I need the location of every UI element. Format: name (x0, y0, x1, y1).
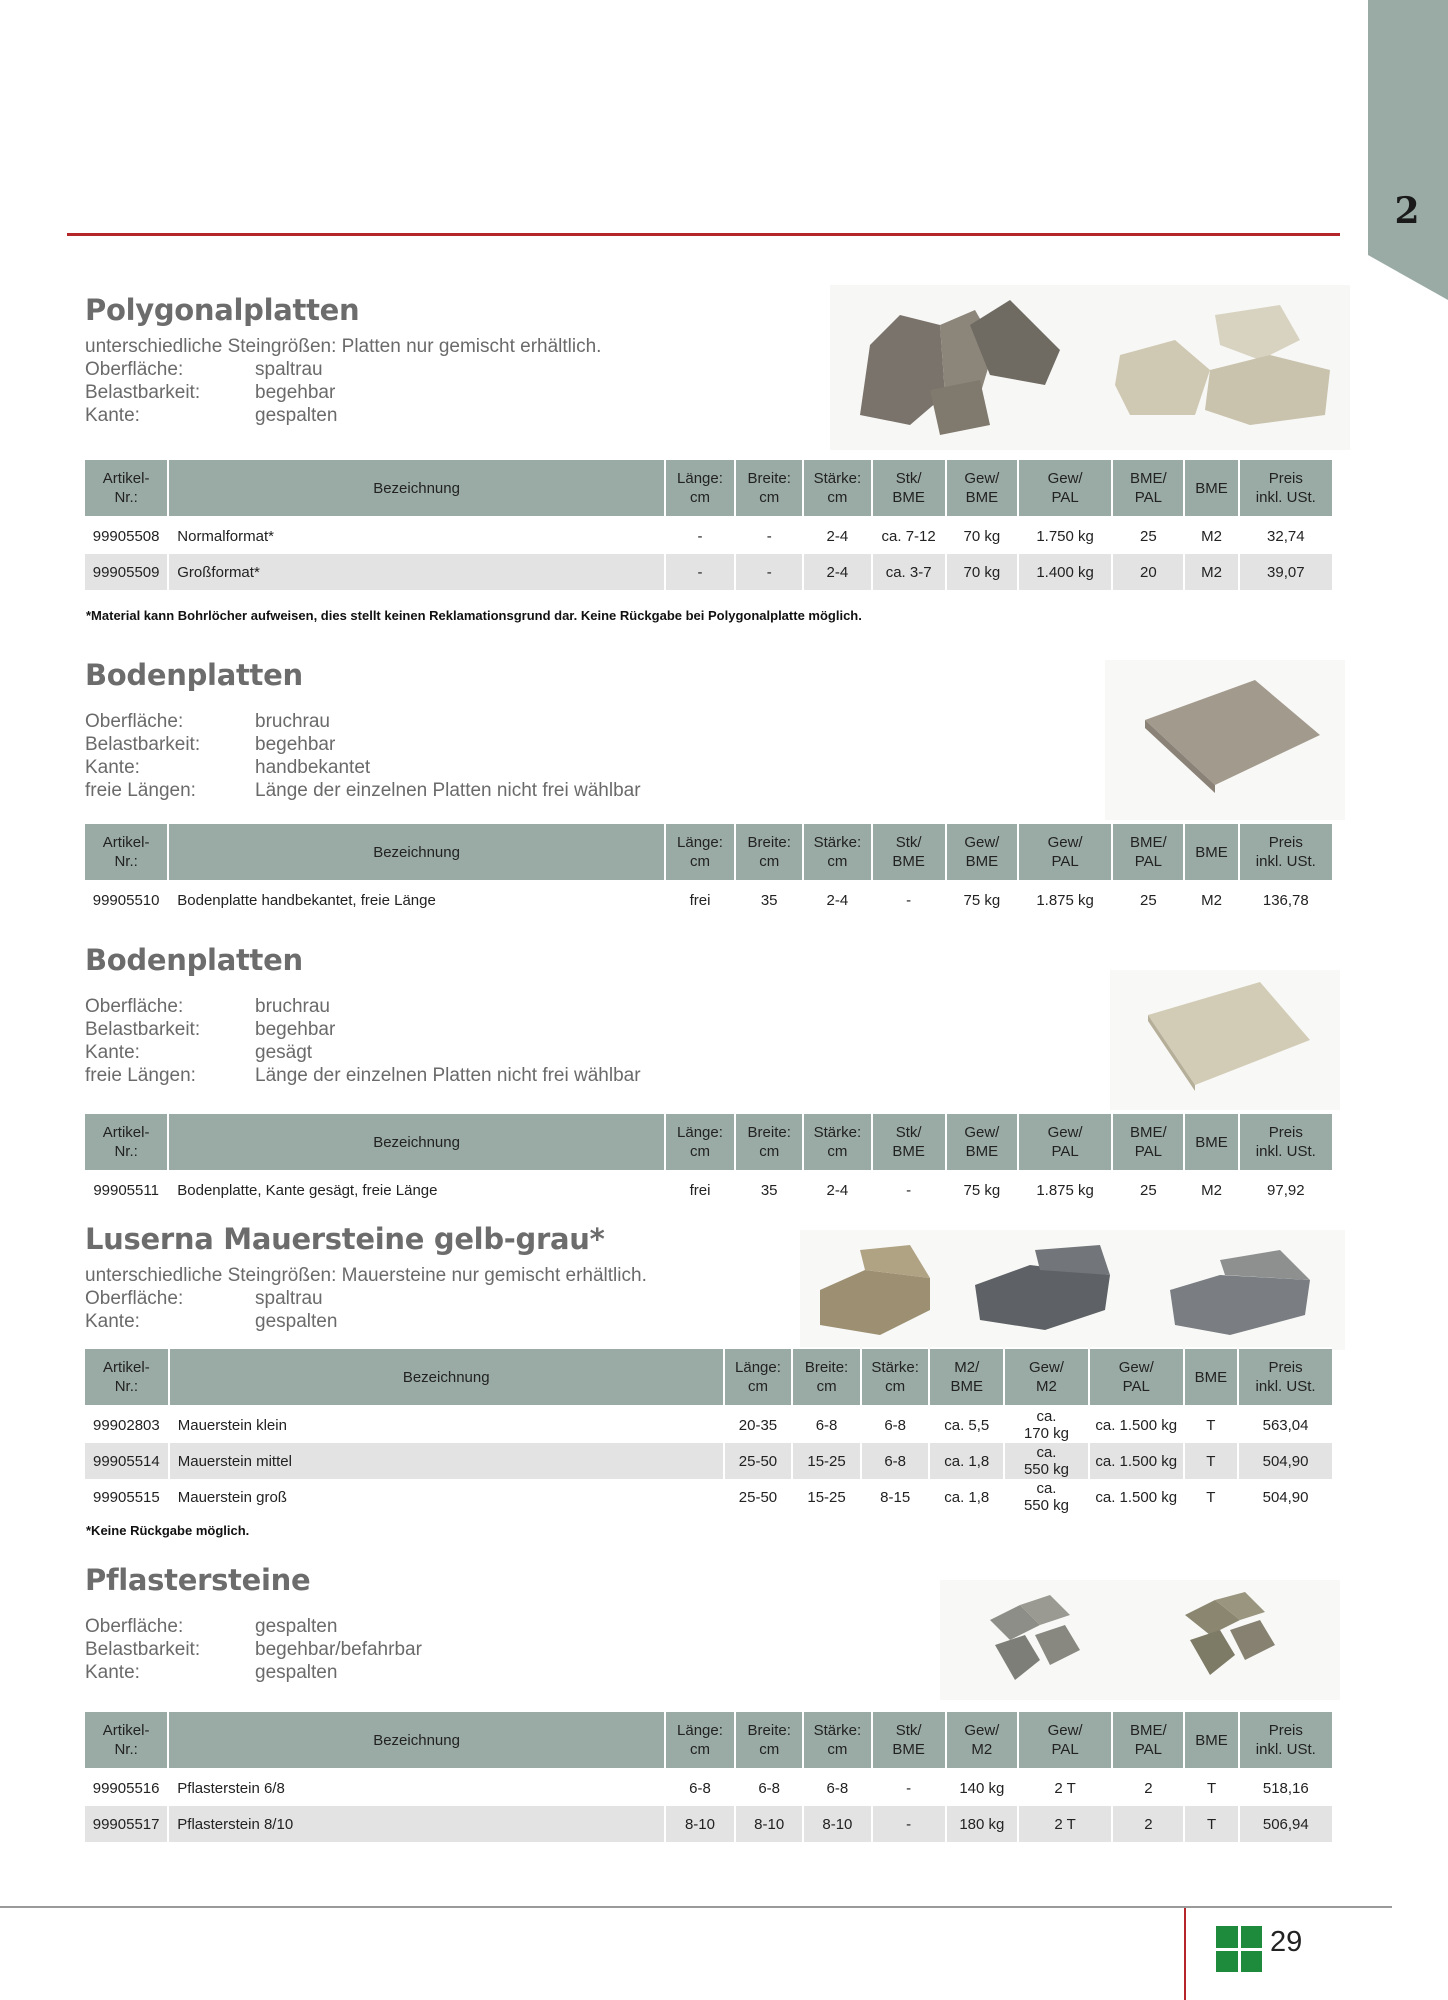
property-value: spaltrau (255, 359, 323, 380)
cell: 75 kg (963, 1181, 1001, 1199)
header-cell: Preis inkl. USt. (1240, 822, 1332, 882)
cell: 136,78 (1262, 891, 1309, 909)
header-cell: Artikel- Nr.: (85, 1710, 167, 1770)
header-cell: Preis inkl. USt. (1239, 1347, 1332, 1407)
cell: T (1185, 1443, 1237, 1479)
cell: ca. 3-7 (873, 554, 945, 590)
cell: 8-10 (666, 1806, 734, 1842)
cell: 99905509 (85, 554, 167, 590)
property-key: Belastbarkeit: (85, 382, 201, 403)
table-header-row (85, 1347, 1332, 1407)
header-cell: Breite: cm (736, 458, 802, 518)
header-cell: Artikel- Nr.: (85, 1347, 168, 1407)
cell: 6-8 (758, 1779, 781, 1797)
cell: 2 T (1019, 1806, 1111, 1842)
footer-divider (1184, 1908, 1186, 2000)
cell: - (873, 1806, 945, 1842)
property-value: begehbar/befahrbar (255, 1639, 422, 1660)
cell: ca. 550 kg (1023, 1480, 1069, 1514)
cell: 563,04 (1262, 1416, 1309, 1434)
table-row (85, 554, 1332, 590)
cell: 97,92 (1267, 1181, 1305, 1199)
header-cell: Artikel- Nr.: (85, 822, 167, 882)
luserna-footnote: *Keine Rückgabe möglich. (86, 1523, 250, 1538)
cell: 75 kg (963, 891, 1001, 909)
cell: 140 kg (959, 1779, 1005, 1797)
property-key: freie Längen: (85, 1065, 196, 1086)
header-cell: Länge: cm (725, 1347, 792, 1407)
cell: 35 (760, 1181, 778, 1199)
cell: 6-8 (862, 1443, 929, 1479)
cell: 6-8 (815, 1416, 838, 1434)
header-cell: Länge: cm (666, 822, 734, 882)
header-cell: M2/ BME (930, 1347, 1003, 1407)
cell: 6-8 (884, 1416, 906, 1434)
cell: 2 T (1054, 1779, 1076, 1797)
cell: - (736, 554, 802, 590)
cell: 8-10 (804, 1806, 870, 1842)
header-cell: Preis inkl. USt. (1240, 458, 1332, 518)
table-row (85, 1172, 1332, 1208)
property-value: gesägt (255, 1042, 313, 1063)
property-key: Oberfläche: (85, 996, 184, 1017)
cell: 2-4 (826, 527, 849, 545)
cell: 25-50 (725, 1443, 792, 1479)
cell: Pflasterstein 8/10 (169, 1806, 664, 1842)
header-cell: Gew/ PAL (1090, 1347, 1183, 1407)
header-cell: Länge: cm (666, 1710, 734, 1770)
table-row (85, 1770, 1332, 1806)
cell: 25 (1140, 891, 1157, 909)
cell: 504,90 (1239, 1443, 1332, 1479)
table-row (85, 1479, 1332, 1515)
logo-squares-icon (1216, 1926, 1262, 1972)
header-cell: BME (1185, 1710, 1237, 1770)
cell: 70 kg (963, 527, 1001, 545)
table-header-row (85, 822, 1332, 882)
cell: T (1185, 1806, 1237, 1842)
cell: 99905515 (92, 1488, 160, 1506)
property-value: handbekantet (255, 757, 371, 778)
bodenplatte-gesaegt-photo (1110, 970, 1340, 1110)
chapter-tab (1368, 0, 1448, 300)
header-cell: Stk/ BME (873, 822, 945, 882)
table-row (85, 518, 1332, 554)
cell: 25 (1140, 1181, 1157, 1199)
section-title: Polygonalplatten (85, 293, 360, 327)
property-key: Kante: (85, 757, 140, 778)
header-cell: Gew/ PAL (1019, 458, 1111, 518)
header-cell: BME/ PAL (1113, 1710, 1183, 1770)
chapter-number: 2 (1394, 190, 1420, 232)
header-cell: Breite: cm (736, 1112, 802, 1172)
cell: ca. 5,5 (944, 1416, 990, 1434)
cell: - (766, 527, 772, 545)
section-title: Bodenplatten (85, 658, 303, 692)
header-cell: Bezeichnung (169, 822, 664, 882)
header-cell: Bezeichnung (169, 1710, 664, 1770)
cell: 99905508 (92, 527, 160, 545)
header-cell: BME/ PAL (1113, 458, 1183, 518)
cell: 1.750 kg (1036, 527, 1094, 545)
property-value: Länge der einzelnen Platten nicht frei wählbar (255, 780, 641, 801)
cell: 99905514 (85, 1443, 168, 1479)
cell: Normalformat* (177, 527, 274, 545)
cell: 2-4 (826, 891, 849, 909)
header-cell: BME (1185, 1347, 1237, 1407)
cell: 506,94 (1240, 1806, 1332, 1842)
cell: 1.400 kg (1019, 554, 1111, 590)
cell: 6-8 (689, 1779, 711, 1797)
header-cell: Gew/ BME (947, 458, 1017, 518)
cell: Großformat* (169, 554, 664, 590)
polygon-stones-photo (830, 285, 1350, 450)
cell: T (1206, 1779, 1217, 1797)
cell: ca. 7-12 (881, 527, 936, 545)
header-cell: Gew/ PAL (1019, 822, 1111, 882)
header-cell: Stärke: cm (804, 458, 870, 518)
section-title: Luserna Mauersteine gelb-grau* (85, 1222, 605, 1256)
cell: Pflasterstein 6/8 (177, 1779, 285, 1797)
cell: 99902803 (92, 1416, 160, 1434)
header-cell: Stk/ BME (873, 458, 945, 518)
property-key: Oberfläche: (85, 1288, 184, 1309)
section-title: Bodenplatten (85, 943, 303, 977)
property-key: Oberfläche: (85, 359, 184, 380)
header-cell: BME/ PAL (1113, 822, 1183, 882)
property-key: Belastbarkeit: (85, 1639, 201, 1660)
cell: 99905517 (85, 1806, 167, 1842)
cell: 2-4 (826, 1181, 849, 1199)
table-row (85, 882, 1332, 918)
property-key: Kante: (85, 1311, 140, 1332)
header-rule (67, 233, 1340, 236)
cell: 1.875 kg (1036, 891, 1094, 909)
cell: - (906, 1181, 912, 1199)
cell: - (697, 527, 703, 545)
header-cell: Gew/ M2 (1005, 1347, 1088, 1407)
section-intro: unterschiedliche Steingrößen: Mauersteine nur gemischt erhältlich. (85, 1265, 647, 1286)
property-value: gespalten (255, 1616, 338, 1637)
property-value: gespalten (255, 1662, 338, 1683)
cell: ca. 1,8 (944, 1488, 990, 1506)
header-cell: Stärke: cm (804, 1112, 870, 1172)
header-cell: Gew/ BME (947, 1112, 1017, 1172)
section-title: Pflastersteine (85, 1563, 311, 1597)
property-key: Kante: (85, 405, 140, 426)
cell: T (1206, 1488, 1216, 1506)
cell: 504,90 (1262, 1488, 1309, 1506)
cell: 2 (1144, 1779, 1153, 1797)
pflaster-price-table (83, 1710, 1334, 1842)
header-cell: Gew/ M2 (947, 1710, 1017, 1770)
header-cell: BME/ PAL (1113, 1112, 1183, 1172)
cell: Mauerstein groß (177, 1488, 287, 1506)
boden1-price-table (83, 822, 1334, 918)
section-intro: unterschiedliche Steingrößen: Platten nur gemischt erhältlich. (85, 336, 602, 357)
table-row (85, 1407, 1332, 1443)
cell: ca. 1,8 (930, 1443, 1003, 1479)
cell: 39,07 (1240, 554, 1332, 590)
cell: 99905511 (93, 1181, 159, 1199)
cell: 20-35 (738, 1416, 778, 1434)
header-cell: Bezeichnung (169, 458, 664, 518)
header-cell: Stärke: cm (862, 1347, 929, 1407)
cell: 99905510 (92, 891, 160, 909)
cell: 518,16 (1262, 1779, 1309, 1797)
cell: M2 (1201, 891, 1222, 909)
table-row (85, 1443, 1332, 1479)
header-cell: Länge: cm (666, 458, 734, 518)
property-value: begehbar (255, 1019, 336, 1040)
mauersteine-photo (800, 1230, 1345, 1350)
table-row (85, 1806, 1332, 1842)
property-value: bruchrau (255, 711, 330, 732)
cell: ca. 1.500 kg (1095, 1416, 1178, 1434)
cell: M2 (1201, 527, 1222, 545)
cell: - (906, 891, 912, 909)
cell: 180 kg (947, 1806, 1017, 1842)
header-cell: Artikel- Nr.: (85, 458, 167, 518)
header-cell: Artikel- Nr.: (85, 1112, 167, 1172)
property-key: Kante: (85, 1042, 140, 1063)
property-value: gespalten (255, 405, 338, 426)
header-cell: Länge: cm (666, 1112, 734, 1172)
cell: 8-10 (736, 1806, 802, 1842)
property-value: begehbar (255, 734, 336, 755)
pflastersteine-photo (940, 1580, 1340, 1700)
property-value: begehbar (255, 382, 336, 403)
cell: ca. 170 kg (1023, 1408, 1069, 1442)
property-value: Länge der einzelnen Platten nicht frei wählbar (255, 1065, 641, 1086)
header-cell: Stk/ BME (873, 1112, 945, 1172)
boden2-price-table (83, 1112, 1334, 1208)
header-cell: Preis inkl. USt. (1240, 1710, 1332, 1770)
cell: ca. 550 kg (1005, 1443, 1088, 1479)
cell: 15-25 (793, 1443, 860, 1479)
table-header-row (85, 1112, 1332, 1172)
polygon-price-table (83, 458, 1334, 590)
cell: - (906, 1779, 912, 1797)
luserna-price-table (83, 1347, 1334, 1515)
header-cell: Gew/ PAL (1019, 1112, 1111, 1172)
header-cell: BME (1185, 1112, 1237, 1172)
cell: 99905516 (92, 1779, 160, 1797)
property-key: Belastbarkeit: (85, 1019, 201, 1040)
property-key: freie Längen: (85, 780, 196, 801)
header-cell: Breite: cm (736, 1710, 802, 1770)
cell: 2-4 (804, 554, 870, 590)
cell: 25-50 (738, 1488, 778, 1506)
cell: ca. 1.500 kg (1095, 1488, 1178, 1506)
cell: frei (689, 891, 711, 909)
header-cell: Stk/ BME (873, 1710, 945, 1770)
cell: ca. 1.500 kg (1090, 1443, 1183, 1479)
property-value: gespalten (255, 1311, 338, 1332)
header-cell: BME (1185, 458, 1237, 518)
header-cell: Bezeichnung (170, 1347, 723, 1407)
cell: 8-15 (880, 1488, 911, 1506)
property-key: Oberfläche: (85, 1616, 184, 1637)
cell: 70 kg (947, 554, 1017, 590)
cell: - (666, 554, 734, 590)
cell: Bodenplatte, Kante gesägt, freie Länge (177, 1181, 438, 1199)
cell: 25 (1140, 527, 1157, 545)
cell: 1.875 kg (1036, 1181, 1094, 1199)
bodenplatte-handbekantet-photo (1105, 660, 1345, 820)
property-key: Oberfläche: (85, 711, 184, 732)
cell: 35 (760, 891, 778, 909)
cell: 32,74 (1267, 527, 1305, 545)
cell: 20 (1113, 554, 1183, 590)
table-header-row (85, 458, 1332, 518)
page-number: 29 (1270, 1926, 1303, 1958)
property-value: spaltrau (255, 1288, 323, 1309)
header-cell: Bezeichnung (169, 1112, 664, 1172)
header-cell: Breite: cm (736, 822, 802, 882)
header-cell: Gew/ BME (947, 822, 1017, 882)
cell: M2 (1201, 1181, 1222, 1199)
header-cell: Stärke: cm (804, 822, 870, 882)
property-value: bruchrau (255, 996, 330, 1017)
cell: 2 (1113, 1806, 1183, 1842)
property-key: Belastbarkeit: (85, 734, 201, 755)
property-key: Kante: (85, 1662, 140, 1683)
cell: 6-8 (826, 1779, 849, 1797)
polygon-footnote: *Material kann Bohrlöcher aufweisen, dies stellt keinen Reklamationsgrund dar. Keine Rückgabe bei Polygonalplatte möglich. (86, 608, 862, 623)
cell: M2 (1185, 554, 1237, 590)
header-cell: Preis inkl. USt. (1240, 1112, 1332, 1172)
cell: Mauerstein klein (177, 1416, 287, 1434)
cell: 15-25 (807, 1488, 846, 1506)
cell: Bodenplatte handbekantet, freie Länge (177, 891, 436, 909)
header-cell: Gew/ PAL (1019, 1710, 1111, 1770)
cell: Mauerstein mittel (170, 1443, 723, 1479)
header-cell: Breite: cm (793, 1347, 860, 1407)
cell: frei (689, 1181, 711, 1199)
header-cell: BME (1185, 822, 1237, 882)
header-cell: Stärke: cm (804, 1710, 870, 1770)
cell: T (1206, 1416, 1216, 1434)
table-header-row (85, 1710, 1332, 1770)
